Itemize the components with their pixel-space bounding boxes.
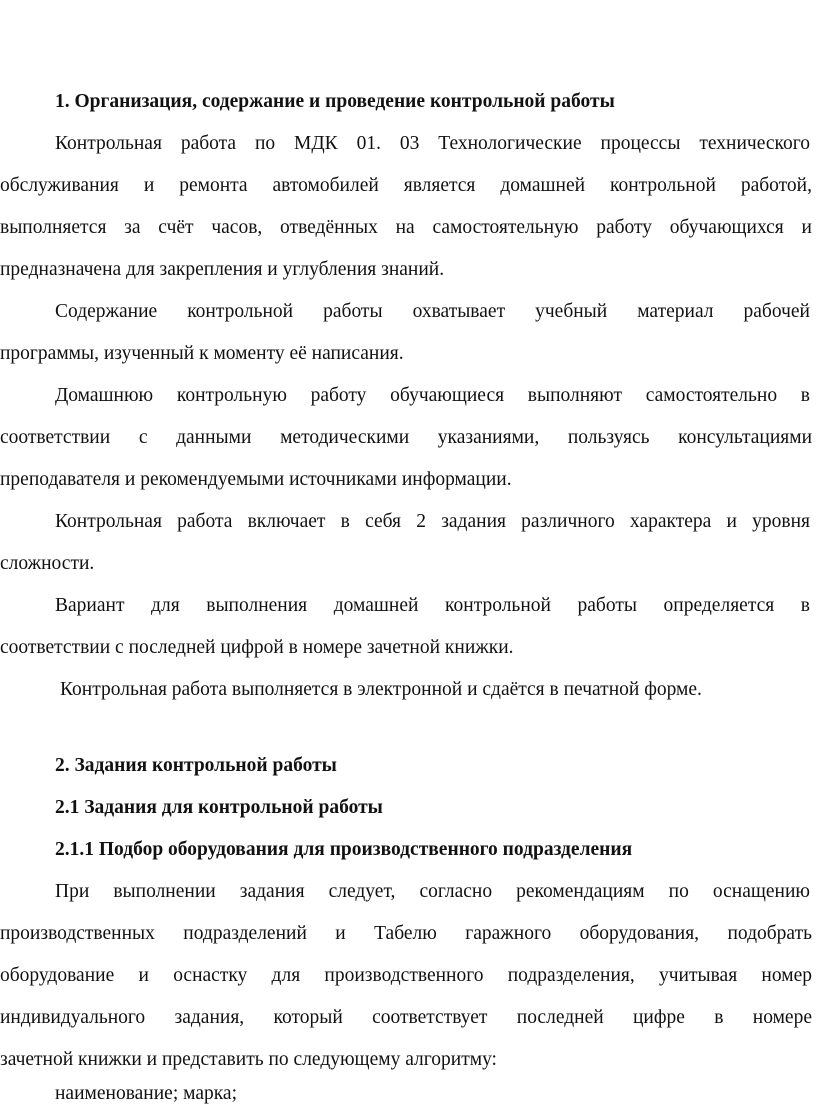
paragraph-line: программы, изученный к моменту её написания. — [0, 343, 404, 364]
paragraph-line: выполняется за счёт часов, отведённых на самостоятельную работу обучающихся и — [0, 217, 812, 238]
paragraph-line: производственных подразделений и Табелю гаражного оборудования, подобрать — [0, 923, 812, 944]
paragraph-line: предназначена для закрепления и углубления знаний. — [0, 259, 445, 280]
paragraph-line: Содержание контрольной работы охватывает учебный материал рабочей — [55, 301, 810, 322]
paragraph-line: Контрольная работа выполняется в электронной и сдаётся в печатной форме. — [60, 679, 702, 700]
paragraph-line: Вариант для выполнения домашней контрольной работы определяется в — [55, 595, 810, 616]
paragraph-line: преподавателя и рекомендуемыми источниками информации. — [0, 469, 512, 490]
subsubsection-heading: 2.1.1 Подбор оборудования для производственного подразделения — [55, 839, 633, 860]
paragraph-line: Домашнюю контрольную работу обучающиеся выполняют самостоятельно в — [55, 385, 810, 406]
paragraph-line: При выполнении задания следует, согласно рекомендациям по оснащению — [55, 881, 810, 902]
section-1-heading: 1. Организация, содержание и проведение контрольной работы — [55, 91, 615, 112]
paragraph-line: обслуживания и ремонта автомобилей является домашней контрольной работой, — [0, 175, 812, 196]
paragraph-line: зачетной книжки и представить по следующему алгоритму: — [0, 1049, 497, 1070]
list-item: наименование; марка; — [55, 1083, 237, 1104]
paragraph-line: соответствии с последней цифрой в номере зачетной книжки. — [0, 637, 514, 658]
paragraph-line: соответствии с данными методическими указаниями, пользуясь консультациями — [0, 427, 812, 448]
paragraph-line: сложности. — [0, 553, 95, 574]
subsection-heading: 2.1 Задания для контрольной работы — [55, 797, 383, 818]
paragraph-line: оборудование и оснастку для производственного подразделения, учитывая номер — [0, 965, 812, 986]
paragraph-line: индивидуального задания, который соответствует последней цифре в номере — [0, 1007, 812, 1028]
section-2-heading: 2. Задания контрольной работы — [55, 755, 337, 776]
paragraph-line: Контрольная работа включает в себя 2 задания различного характера и уровня — [55, 511, 810, 532]
paragraph-line: Контрольная работа по МДК 01. 03 Технологические процессы технического — [55, 133, 810, 154]
